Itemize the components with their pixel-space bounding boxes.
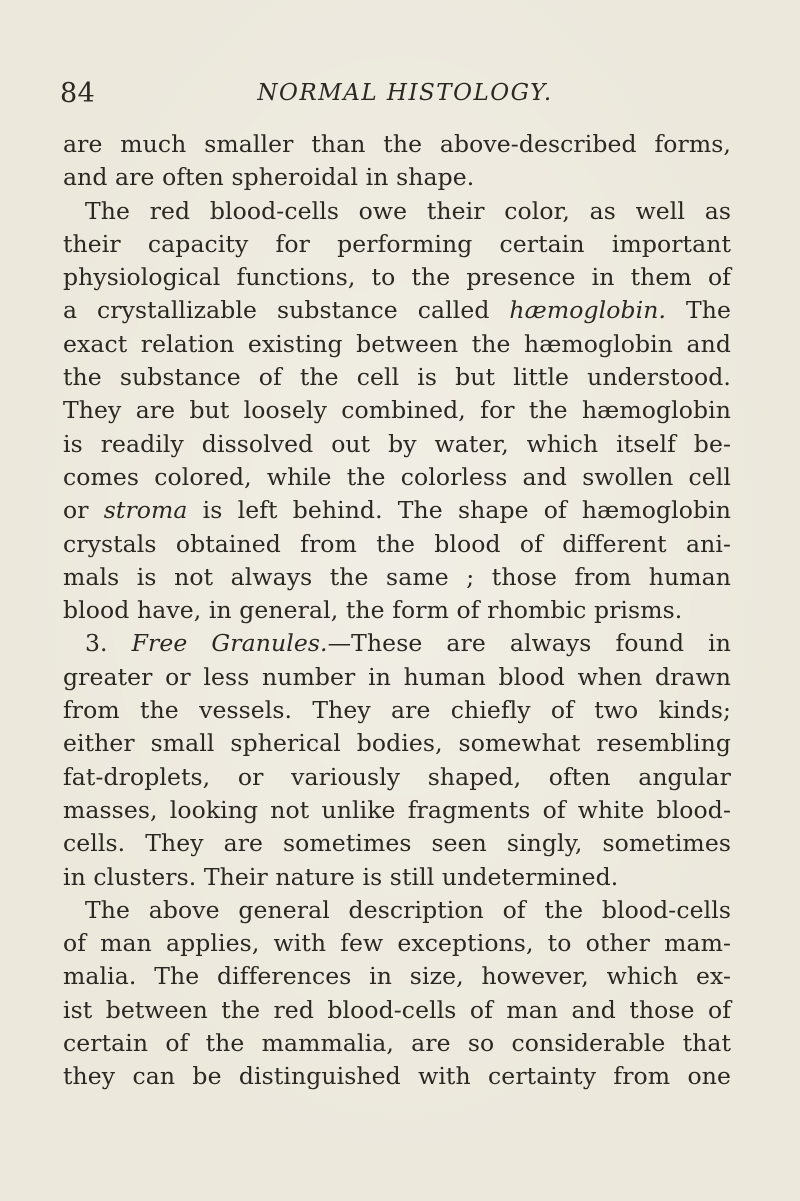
text-line [63, 494, 731, 527]
text-line [63, 261, 731, 294]
text-segment: The [666, 296, 731, 325]
text-segment: physiological functions, to the presence in them of [63, 263, 731, 292]
text-line [63, 195, 731, 228]
text-segment: ist between the red blood-cells of man and those of [63, 995, 731, 1024]
text-line [63, 461, 731, 494]
text-segment: or [63, 496, 104, 525]
text-line [63, 428, 731, 461]
text-line [63, 927, 731, 960]
text-segment: either small spherical bodies, somewhat resembling [63, 729, 731, 758]
text-segment: are much smaller than the above-described forms, [63, 130, 731, 158]
text-line [63, 894, 731, 927]
body-text [63, 128, 731, 1094]
text-line [63, 994, 731, 1027]
text-segment: exact relation existing between the hæmoglobin and [63, 329, 731, 358]
text-segment: their capacity for performing certain important [63, 229, 731, 258]
italic-term: hæmoglobin. [509, 296, 667, 325]
running-head: NORMAL HISTOLOGY. [257, 80, 553, 106]
text-line [63, 328, 731, 361]
text-segment: a crystallizable substance called [63, 296, 510, 325]
text-segment: The red blood-cells owe their color, as well as [85, 196, 731, 225]
text-line [63, 1027, 731, 1060]
text-segment: in clusters. Their nature is still undetermined. [63, 862, 619, 891]
text-segment: fat-droplets, or variously shaped, often angular [63, 762, 731, 791]
text-line [63, 128, 731, 161]
text-segment: cells. They are sometimes seen singly, sometimes [63, 829, 731, 858]
text-line [63, 661, 731, 694]
text-line [63, 228, 731, 261]
text-segment: and are often spheroidal in shape. [63, 163, 475, 192]
text-segment: certain of the mammalia, are so considerable that [63, 1029, 731, 1058]
page-header [60, 78, 750, 118]
text-segment: from the vessels. They are chiefly of two kinds; [63, 696, 731, 725]
text-line [63, 960, 731, 993]
text-segment: crystals obtained from the blood of different ani- [63, 529, 731, 558]
text-segment: The above general description of the blood-cells [85, 895, 731, 924]
text-segment: the substance of the cell is but little understood. [63, 363, 731, 392]
text-line [63, 794, 731, 827]
text-segment: 3. [85, 629, 132, 658]
text-segment: masses, looking not unlike fragments of white blood- [63, 795, 731, 824]
text-segment: greater or less number in human blood when drawn [63, 662, 731, 691]
text-segment: They are but loosely combined, for the hæmoglobin [63, 396, 731, 425]
text-line [63, 361, 731, 394]
text-segment: they can be distinguished with certainty from one [63, 1062, 731, 1091]
text-segment: malia. The differences in size, however, which ex- [63, 962, 731, 991]
page-number: 84 [60, 78, 96, 109]
italic-term: Free Granules. [131, 629, 328, 658]
text-segment: is readily dissolved out by water, which itself be- [63, 429, 731, 458]
text-line [63, 727, 731, 760]
text-line [63, 694, 731, 727]
text-line [63, 594, 731, 627]
text-segment: mals is not always the same ; those from human [63, 562, 731, 591]
text-line [63, 1060, 731, 1093]
text-line [63, 561, 731, 594]
text-segment: —These are always found in [327, 629, 731, 658]
text-line [63, 827, 731, 860]
text-line [63, 861, 731, 894]
text-segment: of man applies, with few exceptions, to other mam- [63, 929, 731, 958]
italic-term: stroma [103, 496, 188, 525]
text-line [63, 627, 731, 660]
text-line [63, 394, 731, 427]
text-line [63, 761, 731, 794]
text-segment: comes colored, while the colorless and swollen cell [63, 462, 731, 491]
text-line [63, 294, 731, 327]
text-line [63, 528, 731, 561]
text-segment: blood have, in general, the form of rhombic prisms. [63, 596, 683, 625]
text-line [63, 161, 731, 194]
text-segment: is left behind. The shape of hæmoglobin [187, 496, 731, 525]
